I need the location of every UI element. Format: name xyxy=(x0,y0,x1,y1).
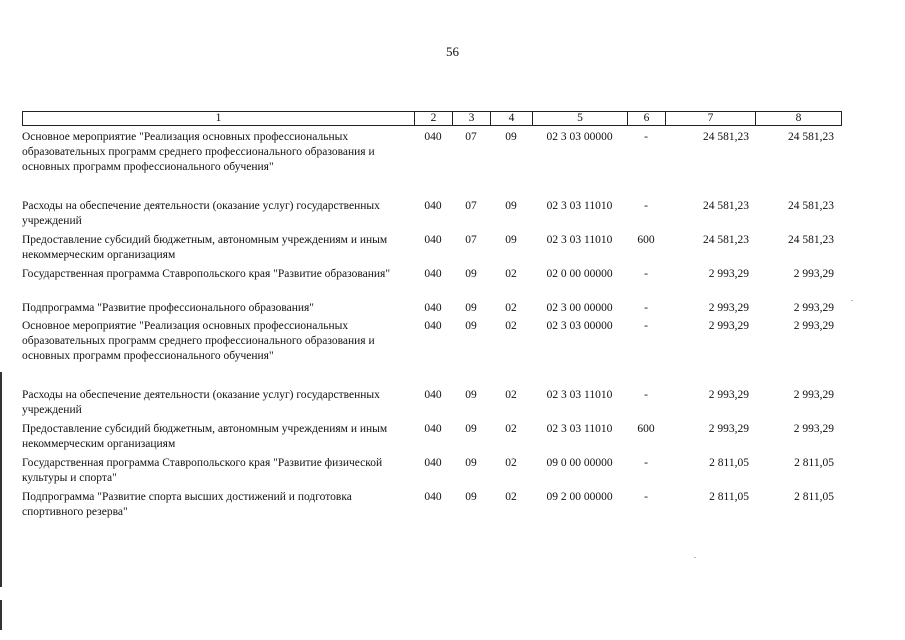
row-pr: 02 xyxy=(505,491,517,503)
row-vr: - xyxy=(644,268,648,280)
row-sum-1: 2 993,29 xyxy=(708,320,749,332)
row-ved: 040 xyxy=(424,457,442,469)
scan-speck xyxy=(851,300,853,301)
row-pr: 02 xyxy=(505,389,517,401)
row-ved: 040 xyxy=(424,268,442,280)
page-number: 56 xyxy=(446,44,459,59)
row-ved: 040 xyxy=(424,200,442,212)
row-sum-2: 2 993,29 xyxy=(793,389,834,401)
header-col-4: 4 xyxy=(491,112,533,125)
row-ved: 040 xyxy=(424,389,442,401)
row-sum-2: 24 581,23 xyxy=(788,200,834,212)
row-name: Подпрограмма "Развитие профессионального образования" xyxy=(22,302,315,314)
row-csr: 02 0 00 00000 xyxy=(546,268,613,280)
row-pr: 09 xyxy=(505,200,517,212)
header-col-7: 7 xyxy=(666,112,756,125)
scan-edge-mark xyxy=(0,600,2,630)
row-rz: 09 xyxy=(465,491,477,503)
header-col-6: 6 xyxy=(628,112,666,125)
row-name: Предоставление субсидий бюджетным, автономным учреждениям и иным некоммерческим организациям xyxy=(22,423,388,450)
row-sum-2: 2 993,29 xyxy=(793,268,834,280)
row-sum-1: 2 811,05 xyxy=(709,491,749,503)
row-vr: - xyxy=(644,302,648,314)
scan-speck xyxy=(694,557,696,558)
row-csr: 02 3 03 00000 xyxy=(546,131,613,143)
table-row xyxy=(22,422,840,452)
row-rz: 07 xyxy=(465,131,477,143)
row-rz: 07 xyxy=(465,234,477,246)
row-sum-2: 2 993,29 xyxy=(793,302,834,314)
row-sum-2: 2 811,05 xyxy=(794,457,834,469)
row-csr: 02 3 03 00000 xyxy=(546,320,613,332)
row-csr: 09 0 00 00000 xyxy=(546,457,613,469)
row-sum-2: 24 581,23 xyxy=(788,234,834,246)
row-sum-2: 24 581,23 xyxy=(788,131,834,143)
row-ved: 040 xyxy=(424,423,442,435)
row-vr: - xyxy=(644,389,648,401)
row-csr: 02 3 03 11010 xyxy=(546,234,613,246)
header-col-3: 3 xyxy=(453,112,491,125)
row-sum-2: 2 993,29 xyxy=(793,423,834,435)
row-vr: - xyxy=(644,200,648,212)
row-vr: 600 xyxy=(637,423,655,435)
header-col-1: 1 xyxy=(23,112,415,125)
row-rz: 07 xyxy=(465,200,477,212)
row-csr: 02 3 03 11010 xyxy=(546,423,613,435)
row-sum-1: 2 993,29 xyxy=(708,268,749,280)
row-sum-1: 24 581,23 xyxy=(703,234,749,246)
row-csr: 02 3 03 11010 xyxy=(546,389,613,401)
row-csr: 02 3 03 11010 xyxy=(546,200,613,212)
header-col-2: 2 xyxy=(415,112,453,125)
row-sum-1: 2 993,29 xyxy=(708,389,749,401)
row-vr: - xyxy=(644,131,648,143)
row-name: Подпрограмма "Развитие спорта высших достижений и подготовка спортивного резерва" xyxy=(22,491,352,518)
table-row xyxy=(22,130,840,175)
row-sum-1: 24 581,23 xyxy=(703,200,749,212)
row-name: Предоставление субсидий бюджетным, автономным учреждениям и иным некоммерческим организациям xyxy=(22,234,388,261)
row-csr: 02 3 00 00000 xyxy=(546,302,613,314)
row-name: Расходы на обеспечение деятельности (оказание услуг) государственных учреждений xyxy=(22,200,380,227)
row-rz: 09 xyxy=(465,302,477,314)
row-sum-1: 2 993,29 xyxy=(708,302,749,314)
row-sum-2: 2 811,05 xyxy=(794,491,834,503)
header-col-8: 8 xyxy=(795,112,802,124)
table-row xyxy=(22,490,840,520)
row-sum-1: 24 581,23 xyxy=(703,131,749,143)
row-csr: 09 2 00 00000 xyxy=(546,491,613,503)
row-vr: 600 xyxy=(637,234,655,246)
table-row xyxy=(22,301,840,316)
row-pr: 09 xyxy=(505,131,517,143)
row-pr: 02 xyxy=(505,302,517,314)
row-rz: 09 xyxy=(465,423,477,435)
row-rz: 09 xyxy=(465,268,477,280)
row-vr: - xyxy=(644,491,648,503)
table-row xyxy=(22,199,840,229)
table-row xyxy=(22,233,840,263)
table-header xyxy=(22,111,842,126)
row-pr: 02 xyxy=(505,457,517,469)
table-row xyxy=(22,456,840,486)
row-name: Основное мероприятие "Реализация основных профессиональных образовательных программ среднего профессионального образования и основных программ профессионального обучения" xyxy=(22,320,375,362)
row-pr: 02 xyxy=(505,320,517,332)
row-pr: 09 xyxy=(505,234,517,246)
row-sum-2: 2 993,29 xyxy=(793,320,834,332)
row-rz: 09 xyxy=(465,320,477,332)
row-sum-1: 2 993,29 xyxy=(708,423,749,435)
row-vr: - xyxy=(644,320,648,332)
row-ved: 040 xyxy=(424,234,442,246)
row-name: Основное мероприятие "Реализация основных профессиональных образовательных программ среднего профессионального образования и основных программ профессионального обучения" xyxy=(22,131,375,173)
row-rz: 09 xyxy=(465,457,477,469)
row-pr: 02 xyxy=(505,423,517,435)
row-name: Государственная программа Ставропольского края "Развитие физической культуры и спорта" xyxy=(22,457,383,484)
row-pr: 02 xyxy=(505,268,517,280)
scan-edge-mark xyxy=(0,372,2,587)
row-name: Расходы на обеспечение деятельности (оказание услуг) государственных учреждений xyxy=(22,389,380,416)
row-ved: 040 xyxy=(424,131,442,143)
row-ved: 040 xyxy=(424,302,442,314)
row-name: Государственная программа Ставропольского края "Развитие образования" xyxy=(22,268,391,280)
table-row xyxy=(22,319,840,364)
row-ved: 040 xyxy=(424,491,442,503)
row-sum-1: 2 811,05 xyxy=(709,457,749,469)
row-vr: - xyxy=(644,457,648,469)
row-ved: 040 xyxy=(424,320,442,332)
table-row xyxy=(22,267,840,282)
table-row xyxy=(22,388,840,418)
header-col-5: 5 xyxy=(533,112,628,125)
row-rz: 09 xyxy=(465,389,477,401)
